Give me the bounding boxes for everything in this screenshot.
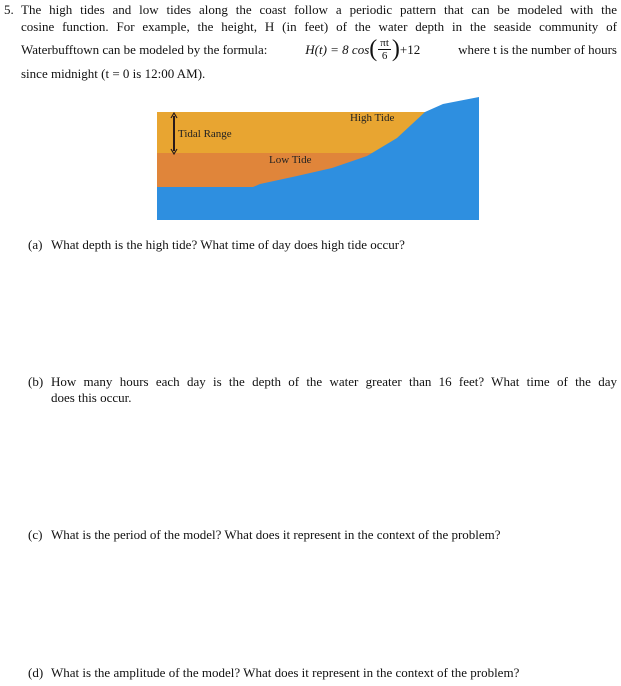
formula-lhs: H(t) = 8 cos	[305, 41, 370, 57]
paren-close: )	[391, 36, 400, 62]
question-text-cont: does this occur.	[51, 390, 132, 405]
formula	[305, 36, 420, 63]
high-tide-label: High Tide	[350, 112, 395, 124]
question-label: (d)	[28, 665, 44, 680]
paren-open: (	[369, 36, 378, 62]
formula-outro: where t is the number of hours	[458, 41, 617, 57]
formula-rhs: +12	[399, 41, 421, 57]
formula-fraction	[378, 37, 391, 62]
question-label: (a)	[28, 237, 43, 252]
problem-line-2: cosine function. For example, the height, H (in feet) of the water depth in the seaside community of	[21, 19, 617, 34]
fraction-denominator: 6	[381, 50, 388, 62]
problem-line-1: The high tides and low tides along the coast follow a periodic pattern that can be modeled with the	[21, 2, 617, 17]
formula-intro: Waterbufftown can be modeled by the formula:	[21, 41, 268, 57]
problem-line-4: since midnight (t = 0 is 12:00 AM).	[21, 66, 206, 81]
fraction-numerator: πt	[380, 37, 389, 49]
tide-diagram	[157, 96, 479, 220]
question-text: What depth is the high tide? What time of day does high tide occur?	[51, 237, 405, 252]
question-text: What is the amplitude of the model? What does it represent in the context of the problem?	[51, 665, 520, 680]
tidal-range-label: Tidal Range	[178, 128, 232, 140]
question-text: What is the period of the model? What does it represent in the context of the problem?	[51, 527, 501, 542]
low-tide-label: Low Tide	[269, 154, 312, 166]
problem-number: 5.	[4, 2, 14, 17]
problem-line-3	[21, 36, 617, 63]
question-label: (c)	[28, 527, 43, 542]
question-label: (b)	[28, 374, 44, 389]
question-text: How many hours each day is the depth of the water greater than 16 feet? What time of the day	[51, 374, 617, 389]
